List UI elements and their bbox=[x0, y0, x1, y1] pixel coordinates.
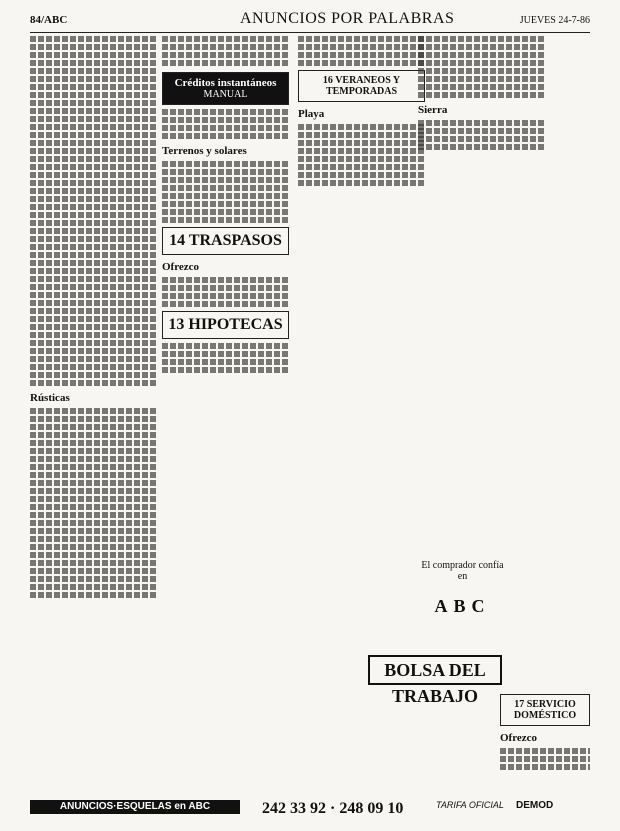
promo-line1: Créditos instantáneos bbox=[174, 77, 277, 89]
section-veraneos: 16 VERANEOS Y TEMPORADAS bbox=[298, 70, 425, 102]
section-playa: Playa bbox=[298, 108, 325, 120]
section-ofrezco-1: Ofrezco bbox=[162, 261, 200, 273]
bolsa-trabajo-heading: BOLSA DEL TRABAJO bbox=[368, 655, 502, 685]
column-1 bbox=[30, 36, 157, 600]
column-4 bbox=[418, 36, 545, 152]
promo-line2: MANUAL bbox=[203, 89, 248, 100]
section-servicio: 17 SERVICIO DOMÉSTICO bbox=[500, 694, 590, 726]
section-hipotecas: 13 HIPOTECAS bbox=[162, 311, 289, 339]
page-number: 84/ABC bbox=[30, 14, 68, 26]
column-5 bbox=[500, 690, 590, 772]
abc-logo: ABC bbox=[434, 596, 491, 616]
footer-hours: TARIFA OFICIAL bbox=[436, 800, 504, 810]
section-sierra: Sierra bbox=[418, 104, 448, 116]
promo-credit bbox=[162, 72, 289, 105]
footer-brand: DEMOD bbox=[516, 800, 554, 811]
column-3 bbox=[298, 36, 425, 188]
abc-promo-box bbox=[420, 560, 505, 630]
footer-phones: 242 33 92 · 248 09 10 bbox=[262, 800, 404, 817]
page-header bbox=[30, 10, 590, 33]
section-title: ANUNCIOS POR PALABRAS bbox=[240, 10, 455, 27]
section-terrenos: Terrenos y solares bbox=[162, 145, 247, 157]
abc-promo-text: El comprador confía en bbox=[421, 560, 504, 582]
issue-date: JUEVES 24-7-86 bbox=[519, 15, 590, 26]
section-traspasos: 14 TRASPASOS bbox=[162, 227, 289, 255]
footer bbox=[30, 800, 590, 818]
section-rusticas: Rústicas bbox=[30, 392, 70, 404]
column-2 bbox=[162, 36, 289, 375]
footer-ad: ANUNCIOS·ESQUELAS en ABC bbox=[30, 800, 240, 814]
section-ofrezco-2: Ofrezco bbox=[500, 732, 538, 744]
